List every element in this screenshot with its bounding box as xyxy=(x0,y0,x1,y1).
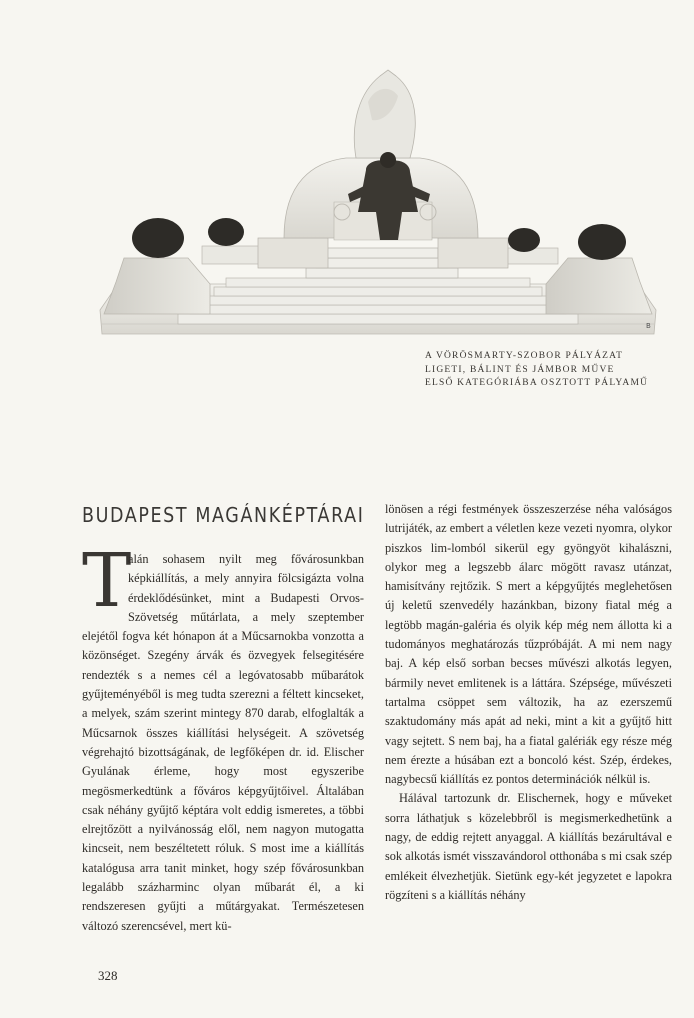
drop-cap: T xyxy=(82,538,132,624)
caption-line: LIGETI, BÁLINT ÉS JÁMBOR MŰVE xyxy=(425,364,615,375)
article-title: BUDAPEST MAGÁNKÉPTÁRAI xyxy=(82,504,365,528)
paragraph: Hálával tartozunk dr. Elischernek, hogy e műveket sorra láthatjuk s közelebbről is megismerkedhetünk a nagy, de eddig rejtett anyaggal. A kiállítás bezárultával e sok alkotás ismét visszavándorol otthonába s mi csak szép emlékeit élvezhetjük. Sietünk egy-két jegyzetet e lapokra rögzíteni s a kiállítás néhány xyxy=(385,791,672,902)
monument-photo xyxy=(98,62,658,344)
page-number: 328 xyxy=(98,968,118,983)
monument-illustration xyxy=(98,62,658,344)
left-column xyxy=(82,538,364,936)
caption-line: ELSŐ KATEGÓRIÁBA OSZTOTT PÁLYAMŰ xyxy=(425,378,649,388)
paragraph: lönösen a régi festmények összeszerzése néha valóságos lutrijáték, az embert a véletlen keze vezeti nyomra, olykor piszkos lim-lomból sikerül egy gyöngyöt kihalászni, olykor meg a legszebb álarc mögött ravasz utánzat, hamisítvány rejtőzik. S mert a képgyűjtés meglehetősen új keletű szenvedély hazánkban, bizony fiatal még a legtöbb magán-galéria és olyik kép még nem állotta ki a tudományos meghatározás tűzpróbáját. A mi nem nagy baj. A kép első sorban becses művészi alkotás legyen, bármily nevet emlitenek is a láttára. Szépsége, művészeti tartalma csöppet sem változik, ha az ezerszemű szaktudomány más apát ad neki, mint a kit a gyűjtő hitt vagy sejtett. S nem baj, ha a fiatal galériák egy része még nem érezte a húsában ezt a boncoló kést. Szép, érdekes, nagybecsű kiállítás ez pontos determinációk nélkül is. xyxy=(385,502,672,787)
caption-line: A VÖRÖSMARTY-SZOBOR PÁLYÁZAT xyxy=(425,351,624,361)
right-column xyxy=(385,500,672,905)
paragraph: alán sohasem nyilt meg fővárosunkban képkiállítás, a mely annyira fölcsigázta volna érdeklődésünket, mint a Budapesti Orvos-Szövetség műtárlata, a mely szeptember elejétől fogva két hónapon át a Műcsarnokba vonzotta a közönséget. Szegény árvák és özvegyek felsegitésére rendezték s a nemes cél a legóvatosabb műbarátok gyűjteményéből is meg tudta szerezni a féltett kincseket, a melyek, szám szerint mintegy 870 darab, elfoglalták a Műcsarnok összes kiállítási helységeit. A szövetség végrehajtó bizottságának, de legfőképen dr. id. Elischer Gyulának érleme, hogy most egyszeribe megösmerkedtünk a főváros képgyűjtőivel. Általában csak néhány gyűjtő képtára volt eddig ismeretes, a többi elrejtőzött a nyilvánosság elől, nem nagyon mutogatta kincseit, nem beszéltetett róluk. S most ime a kiállítás katalógusa arra tanit minket, hogy szép fővárosunkban legalább százharminc olyan műbarát él, a ki rendszeresen gyűjti a műtárgyakat. Természetesen változó szerencsével, mert kü- xyxy=(82,552,364,933)
figure-caption xyxy=(425,350,675,391)
svg-text:B: B xyxy=(646,322,651,330)
